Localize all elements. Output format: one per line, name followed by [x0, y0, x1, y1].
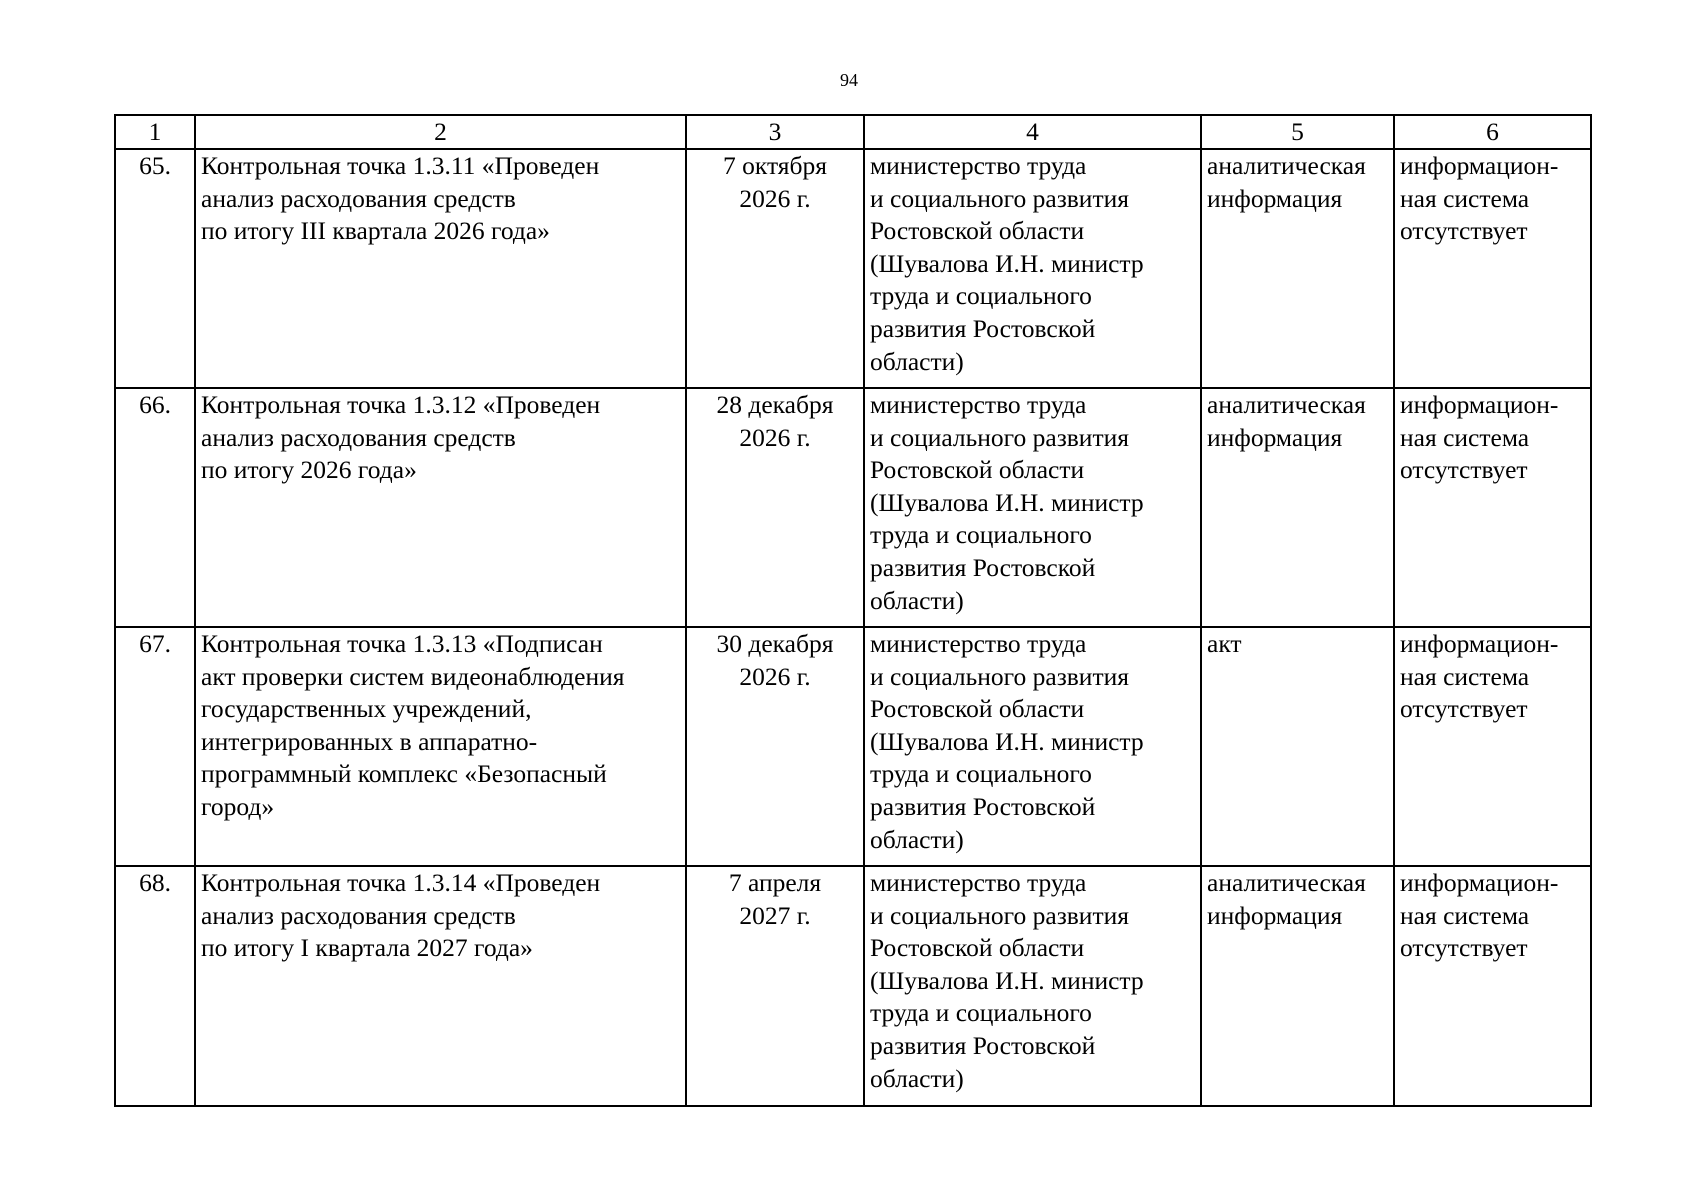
cell-text-line: (Шувалова И.Н. министр — [870, 248, 1144, 278]
cell-text-line: области) — [870, 346, 964, 376]
cell-text-line: по итогу 2026 года» — [201, 455, 417, 485]
cell-text-line: ная система — [1400, 661, 1530, 691]
document-type-cell — [1201, 149, 1394, 388]
responsible-cell — [864, 627, 1201, 866]
cell-text-line: развития Ростовской — [870, 552, 1096, 582]
cell-text-line: информацион- — [1400, 629, 1559, 658]
cell-text-line: (Шувалова И.Н. министр — [870, 726, 1144, 756]
cell-text-line: анализ расходования средств — [201, 422, 516, 452]
cell-text-line: 2026 г. — [739, 422, 811, 452]
cell-text-line: области) — [870, 824, 964, 854]
cell-text-line: Ростовской области — [870, 933, 1085, 963]
cell-text-line: ная система — [1400, 900, 1530, 930]
cell-text-line: отсутствует — [1400, 455, 1528, 485]
cell-text-line: и социального развития — [870, 661, 1129, 691]
cell-text-line: 2026 г. — [739, 661, 811, 691]
table-row — [115, 866, 1591, 1106]
information-system-cell — [1394, 627, 1591, 866]
cell-text-line: и социального развития — [870, 900, 1129, 930]
cell-text-line: информация — [1207, 183, 1343, 213]
row-number-cell: 66. — [115, 388, 195, 627]
responsible-cell — [864, 149, 1201, 388]
column-header: 6 — [1394, 115, 1591, 149]
cell-text-line: аналитическая — [1207, 390, 1366, 419]
date-cell — [686, 866, 864, 1106]
information-system-cell — [1394, 866, 1591, 1106]
cell-text-line: труда и социального — [870, 281, 1092, 311]
cell-text-line: министерство труда — [870, 629, 1087, 658]
event-cell — [195, 388, 686, 627]
cell-text-line: программный комплекс «Безопасный — [201, 759, 607, 789]
control-points-table — [114, 114, 1592, 1107]
document-type-cell — [1201, 388, 1394, 627]
cell-text-line: город» — [201, 791, 275, 821]
event-cell — [195, 866, 686, 1106]
cell-text-line: акт проверки систем видеонаблюдения — [201, 661, 625, 691]
document-type-cell — [1201, 627, 1394, 866]
row-number-cell: 65. — [115, 149, 195, 388]
responsible-cell — [864, 866, 1201, 1106]
cell-text-line: акт — [1207, 629, 1242, 658]
cell-text-line: Контрольная точка 1.3.13 «Подписан — [201, 629, 603, 658]
cell-text-line: 7 апреля — [728, 868, 822, 897]
column-header: 1 — [115, 115, 195, 149]
row-number-cell: 67. — [115, 627, 195, 866]
cell-text-line: и социального развития — [870, 183, 1129, 213]
table-row — [115, 627, 1591, 866]
cell-text-line: 7 октября — [723, 151, 827, 180]
document-type-cell — [1201, 866, 1394, 1106]
cell-text-line: информацион- — [1400, 868, 1559, 897]
column-header: 3 — [686, 115, 864, 149]
cell-text-line: ная система — [1400, 422, 1530, 452]
cell-text-line: министерство труда — [870, 868, 1087, 897]
responsible-cell — [864, 388, 1201, 627]
cell-text-line: отсутствует — [1400, 694, 1528, 724]
cell-text-line: информация — [1207, 900, 1343, 930]
cell-text-line: отсутствует — [1400, 933, 1528, 963]
date-cell — [686, 149, 864, 388]
cell-text-line: анализ расходования средств — [201, 183, 516, 213]
date-cell — [686, 388, 864, 627]
cell-text-line: области) — [870, 585, 964, 615]
column-header: 5 — [1201, 115, 1394, 149]
cell-text-line: аналитическая — [1207, 151, 1366, 180]
cell-text-line: развития Ростовской — [870, 313, 1096, 343]
cell-text-line: Ростовской области — [870, 216, 1085, 246]
cell-text-line: развития Ростовской — [870, 791, 1096, 821]
row-number-cell: 68. — [115, 866, 195, 1106]
cell-text-line: министерство труда — [870, 151, 1087, 180]
cell-text-line: 28 декабря — [716, 390, 834, 419]
cell-text-line: и социального развития — [870, 422, 1129, 452]
cell-text-line: (Шувалова И.Н. министр — [870, 487, 1144, 517]
cell-text-line: информацион- — [1400, 390, 1559, 419]
cell-text-line: развития Ростовской — [870, 1030, 1096, 1060]
information-system-cell — [1394, 388, 1591, 627]
cell-text-line: аналитическая — [1207, 868, 1366, 897]
cell-text-line: 2027 г. — [739, 900, 811, 930]
cell-text-line: Контрольная точка 1.3.11 «Проведен — [201, 151, 600, 180]
information-system-cell — [1394, 149, 1591, 388]
date-cell — [686, 627, 864, 866]
cell-text-line: Контрольная точка 1.3.12 «Проведен — [201, 390, 601, 419]
cell-text-line: министерство труда — [870, 390, 1087, 419]
column-header: 2 — [195, 115, 686, 149]
table-row — [115, 149, 1591, 388]
cell-text-line: информация — [1207, 422, 1343, 452]
cell-text-line: ная система — [1400, 183, 1530, 213]
cell-text-line: области) — [870, 1063, 964, 1093]
header-row — [115, 115, 1591, 149]
event-cell — [195, 149, 686, 388]
page-number: 94 — [840, 70, 858, 90]
column-header: 4 — [864, 115, 1201, 149]
cell-text-line: Ростовской области — [870, 694, 1085, 724]
event-cell — [195, 627, 686, 866]
cell-text-line: 2026 г. — [739, 183, 811, 213]
cell-text-line: Контрольная точка 1.3.14 «Проведен — [201, 868, 601, 897]
cell-text-line: по итогу I квартала 2027 года» — [201, 933, 533, 963]
cell-text-line: интегрированных в аппаратно- — [201, 726, 538, 756]
cell-text-line: по итогу III квартала 2026 года» — [201, 216, 550, 246]
cell-text-line: анализ расходования средств — [201, 900, 516, 930]
cell-text-line: (Шувалова И.Н. министр — [870, 965, 1144, 995]
cell-text-line: труда и социального — [870, 520, 1092, 550]
cell-text-line: труда и социального — [870, 998, 1092, 1028]
cell-text-line: труда и социального — [870, 759, 1092, 789]
cell-text-line: государственных учреждений, — [201, 694, 532, 724]
cell-text-line: информацион- — [1400, 151, 1559, 180]
cell-text-line: 30 декабря — [716, 629, 834, 658]
cell-text-line: отсутствует — [1400, 216, 1528, 246]
cell-text-line: Ростовской области — [870, 455, 1085, 485]
table-row — [115, 388, 1591, 627]
